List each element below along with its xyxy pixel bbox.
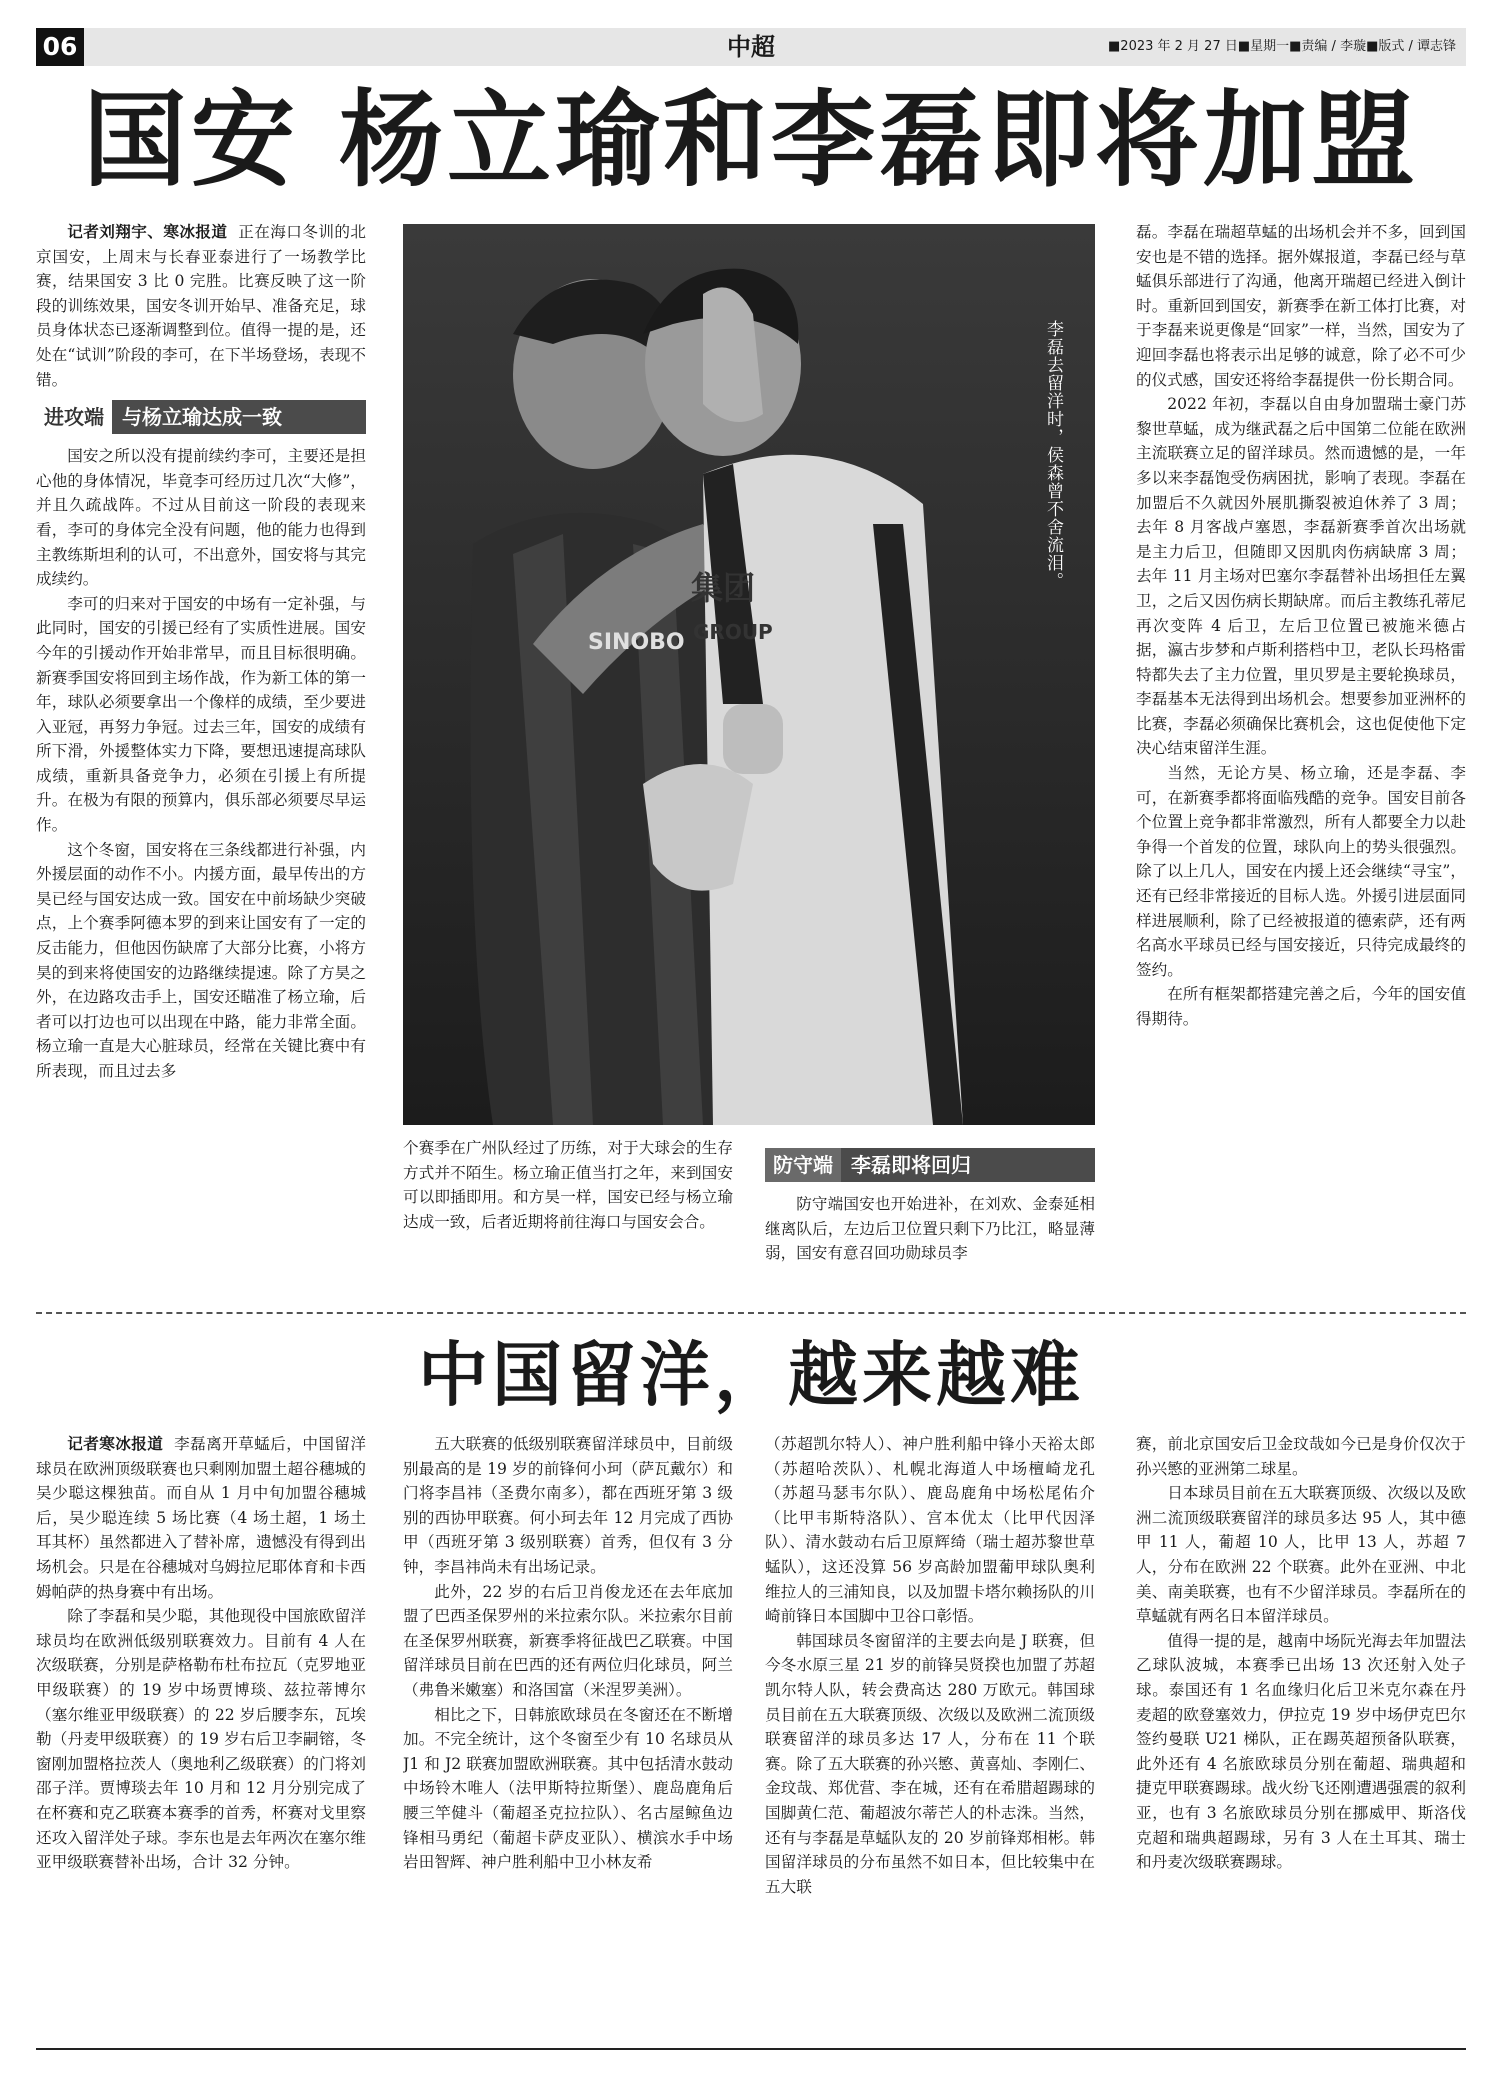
article1-para-6: 2022 年初，李磊以自由身加盟瑞士豪门苏黎世草蜢，成为继武磊之后中国第二位能在欧洲主流联赛立足的留洋球员。然而遗憾的是，一年多以来李磊饱受伤病困扰，影响了表现。李磊在加盟后不久就因外展肌撕裂被迫休养了 3 周；去年 8 月客战卢塞恩，李磊新赛季首次出场就是主力后卫，但随即又因肌肉伤病缺席 3 周；去年 11 月主场对巴塞尔李磊替补出场担任左翼卫，之后又因伤病长期缺席。而后主教练孔蒂尼再次变阵 4 后卫，左后卫位置已被施米德占据，瀛古步梦和卢斯利搭档中卫，老队长玛格雷特都失去了主力位置，里贝罗是主要轮换球员，李磊基本无法得到出场机会。想要参加亚洲杯的比赛，李磊必须确保比赛机会，这也促使他下定决心结束留洋生涯。 (1136, 395, 1466, 758)
article2-para-5: 相比之下，日韩旅欧球员在冬窗还在不断增加。不完全统计，这个冬窗至少有 10 名球员从 J1 和 J2 联赛加盟欧洲联赛。其中包括清水鼓动中场铃木唯人（法甲斯特拉斯堡）、鹿岛鹿角后腰三竿健斗（葡超圣克拉拉队）、名古屋鲸鱼边锋相马勇纪（葡超卡萨皮亚队）、横滨水手中场岩田智辉、神户胜利船中卫小林友希 (403, 1705, 733, 1872)
article1-para-1: 国安之所以没有提前续约李可，主要还是担心他的身体情况，毕竟李可经历过几次“大修”，并且久疏战阵。不过从目前这一阶段的表现来看，李可的身体完全没有问题，他的能力也得到主教练斯坦利的认可，不出意外，国安将与其完成续约。 (36, 447, 366, 589)
article2-column-4 (1136, 1432, 1466, 2037)
article1-para-5: 磊。李磊在瑞超草蜢的出场机会并不多，回到国安也是不错的选择。据外媒报道，李磊已经与草蜢俱乐部进行了沟通，他离开瑞超已经进入倒计时。重新回到国安，新赛季在新工体打比赛，对于李磊来说更像是“回家”一样，当然，国安为了迎回李磊也将表示出足够的诚意，除了必不可少的仪式感，国安还将给李磊提供一份长期合同。 (1136, 223, 1466, 389)
article2-para-10: 值得一提的是，越南中场阮光海去年加盟法乙球队波城，本赛季已出场 13 次还射入处子球。泰国还有 1 名血缘归化后卫米克尔森在丹麦超的欧登塞效力，伊拉克 19 岁中场伊克巴尔签约曼联 U21 梯队，正在踢英超预备队联赛，此外还有 4 名旅欧球员分别在葡超、瑞典超和捷克甲联赛踢球。战火纷飞还刚遭遇强震的叙利亚，也有 3 名旅欧球员分别在挪威甲、斯洛伐克超和瑞典超踢球，另有 3 人在土耳其、瑞士和丹麦次级联赛踢球。 (1136, 1631, 1466, 1872)
jersey-sponsor-right-cn: 集团 (691, 569, 756, 607)
article-photo (403, 224, 1095, 1125)
article1-para-7: 当然，无论方昊、杨立瑜，还是李磊、李可，在新赛季都将面临残酷的竞争。国安目前各个位置上竞争都非常激烈，所有人都要全力以赴争得一个首发的位置，球队向上的势头很强烈。除了以上几人，国安在内援上还会继续“寻宝”，还有已经非常接近的目标人选。外援引进层面同样进展顺利，除了已经被报道的德索萨，还有两名高水平球员已经与国安接近，只待完成最终的签约。 (1136, 764, 1466, 979)
subhead-offense-text: 与杨立瑜达成一致 (122, 404, 282, 429)
subhead-defense-key: 防守端 (765, 1148, 841, 1182)
bottom-rule (36, 2048, 1466, 2050)
article1-column-4 (1136, 220, 1466, 1295)
article2-para-6: （苏超凯尔特人）、神户胜利船中锋小天裕太郎（苏超哈茨队）、札幌北海道人中场檀崎龙孔（苏超马瑟韦尔队）、鹿岛鹿角中场松尾佑介（比甲韦斯特洛队）、宫本优太（比甲代因泽队）、清水鼓动右后卫原辉绮（瑞士超苏黎世草蜢队），这还没算 56 岁高龄加盟葡甲球队奥利维拉人的三浦知良，以及加盟卡塔尔赖扬队的川崎前锋日本国脚中卫谷口彰悟。 (765, 1435, 1095, 1626)
article2-para-4: 此外，22 岁的右后卫肖俊龙还在去年底加盟了巴西圣保罗州的米拉索尔队。米拉索尔目前在圣保罗州联赛，新赛季将征战巴乙联赛。中国留洋球员目前在巴西的还有两位归化球员，阿兰（弗鲁米嫩塞）和洛国富（米涅罗美洲）。 (403, 1582, 733, 1699)
article1-byline: 记者刘翔宇、寒冰报道 (67, 223, 228, 241)
article2-column-1 (36, 1432, 366, 2037)
issue-meta: ■2023 年 2 月 27 日■星期一■责编 / 李璇■版式 / 谭志锋 (1108, 39, 1456, 54)
article2-para-9: 日本球员目前在五大联赛顶级、次级以及欧洲二流顶级联赛留洋的球员多达 95 人，其中德甲 11 人，葡超 10 人，比甲 13 人，苏超 7 人，分布在欧洲 22 个联赛。此外在亚洲、中北美、南美联赛，也有不少留洋球员。李磊所在的草蜢就有两名日本留洋球员。 (1136, 1484, 1466, 1626)
article1-para-3b: 个赛季在广州队经过了历练，对于大球会的生存方式并不陌生。杨立瑜正值当打之年，来到国安可以即插即用。和方昊一样，国安已经与杨立瑜达成一致，后者近期将前往海口与国安会合。 (403, 1139, 733, 1231)
article1-column-3 (765, 1148, 1095, 1298)
photo-caption: 李磊去留洋时，侯森曾不舍流泪。 (1043, 320, 1063, 590)
article2-column-2 (403, 1432, 733, 2037)
article2-para-3: 五大联赛的低级别联赛留洋球员中，目前级别最高的是 19 岁的前锋何小珂（萨瓦戴尔）和门将李昌祎（圣费尔南多），都在西班牙第 3 级别的西协甲联赛。何小珂去年 12 月完成了西协甲（西班牙第 3 级别联赛）首秀，但仅有 3 分钟，李昌祎尚未有出场记录。 (403, 1435, 733, 1576)
page-header (36, 28, 1466, 66)
article1-intro: 正在海口冬训的北京国安，上周末与长春亚泰进行了一场教学比赛，结果国安 3 比 0 完胜。比赛反映了这一阶段的训练效果，国安冬训开始早、准备充足，球员身体状态已逐渐调整到位。值得一提的是，还处在“试训”阶段的李可，在下半场登场，表现不错。 (36, 223, 366, 389)
article1-para-4: 防守端国安也开始进补，在刘欢、金泰延相继离队后，左边后卫位置只剩下乃比江，略显薄弱，国安有意召回功勋球员李 (765, 1195, 1095, 1263)
subhead-defense-text: 李磊即将回归 (851, 1152, 971, 1177)
article2-headline: 中国留洋，越来越难 (418, 1334, 1084, 1416)
photo-players-illustration (403, 224, 1095, 1125)
article1-para-3: 这个冬窗，国安将在三条线都进行补强，内外援层面的动作不小。内援方面，最早传出的方昊已经与国安达成一致。国安在中前场缺少突破点，上个赛季阿德本罗的到来让国安有了一定的反击能力，但他因伤缺席了大部分比赛，小将方昊的到来将使国安的边路继续提速。除了方昊之外，在边路攻击手上，国安还瞄准了杨立瑜，后者可以打边也可以出现在中路，能力非常全面。杨立瑜一直是大心脏球员，经常在关键比赛中有所表现，而且过去多 (36, 840, 366, 1080)
jersey-sponsor-right-en: GROUP (693, 620, 773, 644)
section-divider (36, 1312, 1466, 1314)
article1-column-1 (36, 220, 366, 1295)
article1-headline: 国安 杨立瑜和李磊即将加盟 (82, 79, 1420, 201)
article2-para-7: 韩国球员冬窗留洋的主要去向是 J 联赛，但今冬水原三星 21 岁的前锋吴贤揆也加盟了苏超凯尔特人队，转会费高达 280 万欧元。韩国球员目前在五大联赛顶级、次级以及欧洲二流顶级联赛留洋的球员多达 17 人，分布在 11 个联赛。除了五大联赛的孙兴慜、黄喜灿、李刚仁、金玟哉、郑优营、李在城，还有在希腊超踢球的国脚黄仁范、葡超波尔蒂芒人的朴志洙。当然，还有与李磊是草蜢队友的 20 岁前锋郑相彬。韩国留洋球员的分布虽然不如日本，但比较集中在五大联 (765, 1631, 1095, 1896)
jersey-sponsor-left: SINOBO (588, 630, 685, 655)
article2-byline: 记者寒冰报道 (67, 1435, 164, 1453)
article1-column-2 (403, 1136, 733, 1296)
subhead-offense-key: 进攻端 (36, 400, 112, 434)
section-title: 中超 (727, 33, 775, 61)
article2-column-3 (765, 1432, 1095, 2037)
subhead-offense (36, 400, 366, 434)
article1-para-8: 在所有框架都搭建完善之后，今年的国安值得期待。 (1136, 985, 1466, 1028)
article2-para-2: 除了李磊和吴少聪，其他现役中国旅欧留洋球员均在欧洲低级别联赛效力。目前有 4 人在次级联赛，分别是萨格勒布杜布拉瓦（克罗地亚甲级联赛）的 19 岁中场贾博琰、兹拉蒂博尔（塞尔维亚甲级联赛）的 22 岁后腰李东，瓦埃勒（丹麦甲级联赛）的 19 岁右后卫李嗣镕，冬窗刚加盟格拉茨人（奥地利乙级联赛）的门将刘邵子洋。贾博琰去年 10 月和 12 月分别完成了在杯赛和克乙联赛本赛季的首秀，杯赛对戈里察还攻入留洋处子球。李东也是去年两次在塞尔维亚甲级联赛替补出场，合计 32 分钟。 (36, 1607, 366, 1872)
page-number: 06 (36, 28, 84, 66)
article2-para-1: 李磊离开草蜢后，中国留洋球员在欧洲顶级联赛也只剩刚加盟土超谷穗城的吴少聪这棵独苗。而自从 1 月中旬加盟谷穗城后，吴少聪连续 5 场比赛（4 场土超，1 场土耳其杯）虽然都进入了替补席，遗憾没有得到出场机会。只是在谷穗城对乌姆拉尼耶体育和卡西姆帕萨的热身赛中有出场。 (36, 1435, 366, 1601)
article1-para-2: 李可的归来对于国安的中场有一定补强，与此同时，国安的引援已经有了实质性进展。国安今年的引援动作开始非常早，而且目标很明确。新赛季国安将回到主场作战，作为新工体的第一年，球队必须要拿出一个像样的成绩，至少要进入亚冠，再努力争冠。过去三年，国安的成绩有所下滑，外援整体实力下降，要想迅速提高球队成绩，重新具备竞争力，必须在引援上有所提升。在极为有限的预算内，俱乐部必须要尽早运作。 (36, 594, 366, 835)
subhead-defense (765, 1148, 1095, 1182)
article2-para-8: 赛，前北京国安后卫金玟哉如今已是身价仅次于孙兴慜的亚洲第二球星。 (1136, 1435, 1466, 1478)
